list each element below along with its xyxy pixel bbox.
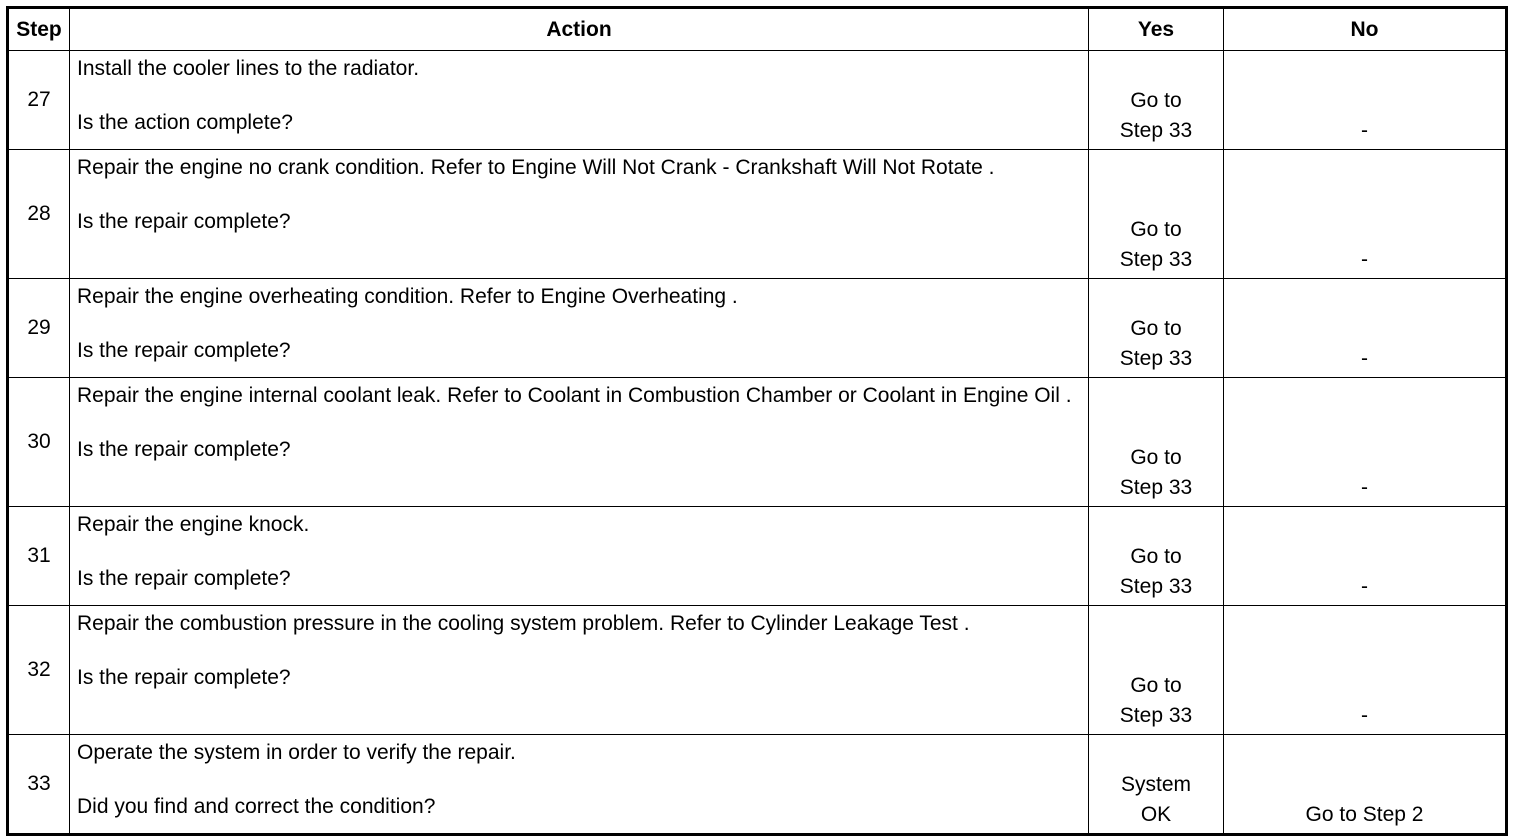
table-row [8, 279, 1507, 378]
yes-cell [1089, 606, 1224, 735]
no-result: - [1361, 119, 1368, 142]
action-instruction: Repair the engine overheating condition. Refer to Engine Overheating . [77, 285, 738, 308]
action-question: Did you find and correct the condition? [77, 795, 436, 818]
action-question: Is the repair complete? [77, 567, 291, 590]
yes-result-line1: Go to [1130, 218, 1182, 241]
yes-result-line2: Step 33 [1119, 119, 1193, 142]
header-row [8, 8, 1507, 51]
header-yes: Yes [1089, 8, 1224, 51]
table-row [8, 150, 1507, 279]
yes-result-line1: Go to [1130, 674, 1182, 697]
no-result: - [1361, 248, 1368, 271]
yes-result-line2: Step 33 [1119, 248, 1193, 271]
no-cell [1224, 150, 1507, 279]
yes-cell [1089, 735, 1224, 835]
step-number: 30 [8, 378, 70, 507]
action-cell [70, 150, 1089, 279]
yes-result-line1: Go to [1130, 446, 1182, 469]
action-cell [70, 279, 1089, 378]
step-number: 32 [8, 606, 70, 735]
no-cell [1224, 51, 1507, 150]
no-cell [1224, 378, 1507, 507]
yes-cell [1089, 279, 1224, 378]
step-number: 27 [8, 51, 70, 150]
table-row [8, 606, 1507, 735]
yes-cell [1089, 507, 1224, 606]
action-instruction: Repair the engine internal coolant leak. Refer to Coolant in Combustion Chamber or Coolant in Engine Oil . [77, 384, 1072, 407]
yes-cell [1089, 150, 1224, 279]
step-number: 29 [8, 279, 70, 378]
yes-result-line1: Go to [1130, 317, 1182, 340]
header-no: No [1224, 8, 1507, 51]
action-cell [70, 378, 1089, 507]
yes-result-line1: Go to [1130, 89, 1182, 112]
yes-result-line2: Step 33 [1119, 704, 1193, 727]
no-result: - [1361, 704, 1368, 727]
action-question: Is the repair complete? [77, 339, 291, 362]
step-number: 28 [8, 150, 70, 279]
yes-result-line2: Step 33 [1119, 575, 1193, 598]
no-cell [1224, 507, 1507, 606]
table-row [8, 378, 1507, 507]
yes-result-line1: Go to [1130, 545, 1182, 568]
header-action: Action [70, 8, 1089, 51]
no-result: - [1361, 347, 1368, 370]
step-number: 33 [8, 735, 70, 835]
step-number: 31 [8, 507, 70, 606]
yes-cell [1089, 378, 1224, 507]
no-cell [1224, 279, 1507, 378]
no-result: - [1361, 476, 1368, 499]
header-step: Step [8, 8, 70, 51]
action-instruction: Repair the combustion pressure in the cooling system problem. Refer to Cylinder Leakage Test . [77, 612, 970, 635]
diagnostic-table [6, 6, 1508, 836]
no-result: - [1361, 575, 1368, 598]
action-cell [70, 51, 1089, 150]
no-result: Go to Step 2 [1305, 803, 1424, 826]
action-question: Is the action complete? [77, 111, 293, 134]
action-instruction: Repair the engine knock. [77, 513, 310, 536]
action-instruction: Install the cooler lines to the radiator. [77, 57, 420, 80]
yes-result-line2: Step 33 [1119, 347, 1193, 370]
yes-result-line2: Step 33 [1119, 476, 1193, 499]
no-cell [1224, 606, 1507, 735]
yes-result-line2: OK [1140, 803, 1172, 826]
table-row [8, 51, 1507, 150]
action-question: Is the repair complete? [77, 666, 291, 689]
action-cell [70, 606, 1089, 735]
yes-result-line1: System [1120, 773, 1191, 796]
action-instruction: Repair the engine no crank condition. Refer to Engine Will Not Crank - Crankshaft Will Not Rotate . [77, 156, 995, 179]
action-cell [70, 735, 1089, 835]
table-row [8, 507, 1507, 606]
table-row [8, 735, 1507, 835]
action-instruction: Operate the system in order to verify the repair. [77, 741, 516, 764]
action-question: Is the repair complete? [77, 210, 291, 233]
yes-cell [1089, 51, 1224, 150]
action-cell [70, 507, 1089, 606]
action-question: Is the repair complete? [77, 438, 291, 461]
no-cell [1224, 735, 1507, 835]
